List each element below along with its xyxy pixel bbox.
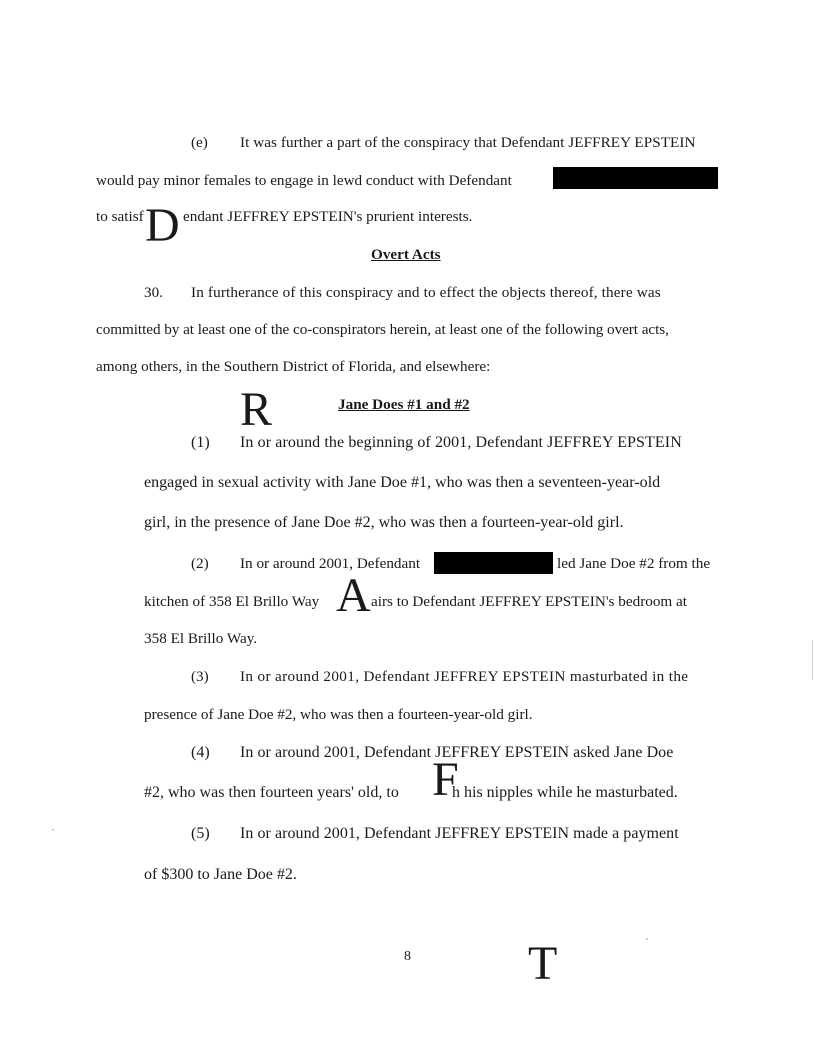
act-2-number: (2) xyxy=(191,555,209,572)
act-2-line2a: kitchen of 358 El Brillo Way xyxy=(144,593,320,610)
paragraph-e-line2: would pay minor females to engage in lewd conduct with Defendant xyxy=(96,172,512,189)
act-2-line1a: In or around 2001, Defendant xyxy=(240,555,421,572)
watermark-letter-d: D xyxy=(145,199,180,252)
paragraph-e-line1: It was further a part of the conspiracy that Defendant JEFFREY EPSTEIN xyxy=(240,134,696,151)
act-1-line1: In or around the beginning of 2001, Defendant JEFFREY EPSTEIN xyxy=(240,434,682,451)
para-30-line3: among others, in the Southern District of Florida, and elsewhere: xyxy=(96,358,491,375)
act-1-number: (1) xyxy=(191,434,210,451)
overt-acts-heading: Overt Acts xyxy=(371,246,441,263)
act-3-number: (3) xyxy=(191,668,209,685)
paragraph-e-label: (e) xyxy=(191,134,208,151)
act-4-line2a: #2, who was then fourteen years' old, to xyxy=(144,784,399,801)
page-number: 8 xyxy=(404,949,411,964)
act-1-line2: engaged in sexual activity with Jane Doe #1, who was then a seventeen-year-old xyxy=(144,474,661,491)
act-5-number: (5) xyxy=(191,825,210,842)
act-5-line1: In or around 2001, Defendant JEFFREY EPSTEIN made a payment xyxy=(240,825,679,842)
watermark-letter-f: F xyxy=(432,753,459,806)
watermark-letter-r: R xyxy=(240,383,273,436)
redaction-block xyxy=(553,167,718,189)
act-3-line1: In or around 2001, Defendant JEFFREY EPSTEIN masturbated in the xyxy=(240,668,689,685)
act-3-line2: presence of Jane Doe #2, who was then a fourteen-year-old girl. xyxy=(144,706,533,723)
act-4-line1: In or around 2001, Defendant JEFFREY EPSTEIN asked Jane Doe xyxy=(240,744,674,761)
watermark-letter-t: T xyxy=(528,937,558,990)
act-5-line2: of $300 to Jane Doe #2. xyxy=(144,866,297,883)
act-2-line3: 358 El Brillo Way. xyxy=(144,630,258,647)
act-4-number: (4) xyxy=(191,744,210,761)
act-2-line1b: led Jane Doe #2 from the xyxy=(557,555,711,572)
scan-speck xyxy=(52,829,54,831)
act-1-line3: girl, in the presence of Jane Doe #2, who was then a fourteen-year-old girl. xyxy=(144,514,624,531)
para-30-line2: committed by at least one of the co-conspirators herein, at least one of the following overt acts, xyxy=(96,321,669,338)
para-30-line1: In furtherance of this conspiracy and to effect the objects thereof, there was xyxy=(191,284,661,301)
scan-speck xyxy=(646,938,648,940)
paragraph-e-line3b: endant JEFFREY EPSTEIN's prurient interests. xyxy=(183,208,473,225)
act-2-line2b: airs to Defendant JEFFREY EPSTEIN's bedroom at xyxy=(371,593,688,610)
watermark-letter-a: A xyxy=(336,569,371,622)
scan-edge xyxy=(812,640,813,680)
act-4-line2b: h his nipples while he masturbated. xyxy=(452,784,678,801)
redaction-block xyxy=(434,552,553,574)
para-30-number: 30. xyxy=(144,284,163,301)
paragraph-e-line3a: to satisf xyxy=(96,208,144,225)
jane-does-heading: Jane Does #1 and #2 xyxy=(338,396,470,413)
